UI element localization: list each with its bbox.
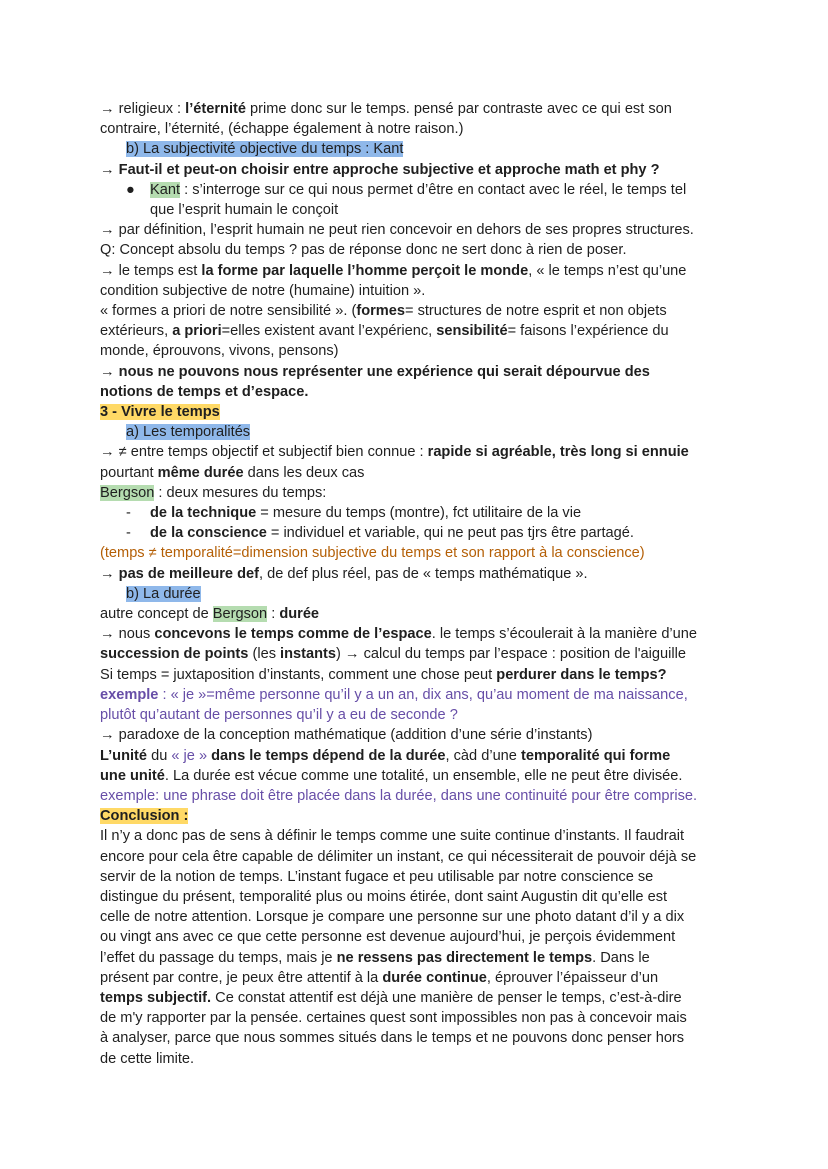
text-line: → le temps est la forme par laquelle l’homme perçoit le monde, « le temps n’est qu’une (100, 262, 687, 279)
section-heading-vivre-le-temps: 3 - Vivre le temps (100, 404, 220, 421)
text-line: de cette limite. (100, 1050, 195, 1067)
text-line: encore pour cela être capable de délimiter un instant, ce qui nécessiterait de pouvoir déjà se (100, 848, 697, 865)
text-line: contraire, l’éternité, (échappe également à notre raison.) (100, 121, 464, 138)
text-line: exemple : « je »=même personne qu’il y a un an, dix ans, qu’au moment de ma naissance, (100, 686, 688, 703)
text-line: servir de la notion de temps. L’instant fugace et peu utilisable par notre conscience se (100, 868, 654, 885)
text-line: exemple: une phrase doit être placée dans la durée, dans une continuité pour être comprise. (100, 787, 698, 804)
question-line: → Faut-il et peut-on choisir entre approche subjective et approche math et phy ? (100, 161, 660, 178)
text-line: plutôt qu’autant de personnes qu’il y a eu de seconde ? (100, 707, 458, 724)
text-line: monde, éprouvons, vivons, pensons) (100, 343, 339, 360)
text-line: → nous ne pouvons nous représenter une expérience qui serait dépourvue des (100, 363, 650, 380)
text-line: que l’esprit humain le conçoit (150, 202, 339, 219)
text-line: notions de temps et d’espace. (100, 383, 309, 400)
text-line: une unité. La durée est vécue comme une totalité, un ensemble, elle ne peut être divisée. (100, 767, 683, 784)
text-line: Bergson : deux mesures du temps: (100, 484, 327, 501)
text-line: autre concept de Bergson : durée (100, 606, 320, 623)
text-line: (temps ≠ temporalité=dimension subjective du temps et son rapport à la conscience) (100, 545, 645, 562)
text-line: → par définition, l’esprit humain ne peut rien concevoir en dehors de ses propres structures. (100, 222, 694, 239)
conclusion-heading: Conclusion : (100, 808, 189, 825)
text-line: → ≠ entre temps objectif et subjectif bien connue : rapide si agréable, très long si ennuie (100, 444, 689, 461)
bullet-icon: ● (126, 181, 135, 198)
name-highlight: Kant (150, 181, 181, 198)
subheading-duree: b) La durée (126, 585, 201, 602)
text-line: présent par contre, je peux être attentif à la durée continue, éprouver l’épaisseur d’un (100, 969, 659, 986)
bullet-item-kant: ● Kant : s’interroge sur ce qui nous permet d’être en contact avec le réel, le temps tel (100, 180, 740, 200)
text-line: → nous concevons le temps comme de l’espace. le temps s’écoulerait à la manière d’une (100, 626, 698, 643)
text-line: extérieurs, a priori=elles existent avant l’expérienc, sensibilité= faisons l’expérience du (100, 323, 669, 340)
text-line: Il n’y a donc pas de sens à définir le temps comme une suite continue d’instants. Il faudrait (100, 828, 685, 845)
text-line: L’unité du « je » dans le temps dépend de la durée, càd d’une temporalité qui forme (100, 747, 671, 764)
dash-marker: - (126, 525, 131, 542)
subheading-subjectivite: b) La subjectivité objective du temps : Kant (126, 141, 404, 158)
text-line: → religieux : l’éternité prime donc sur le temps. pensé par contraste avec ce qui est son (100, 101, 672, 117)
text-line: Q: Concept absolu du temps ? pas de réponse donc ne sert donc à rien de poser. (100, 242, 627, 259)
text-line: pourtant même durée dans les deux cas (100, 464, 365, 481)
text-line: distingue du présent, temporalité plus ou moins étirée, dont saint Augustin dit qu’elle est (100, 888, 668, 905)
dash-marker: - (126, 505, 131, 522)
text-line: l’effet du passage du temps, mais je ne ressens pas directement le temps. Dans le (100, 949, 650, 966)
text-line: Si temps = juxtaposition d’instants, comment une chose peut perdurer dans le temps? (100, 666, 667, 683)
dash-item: - de la technique = mesure du temps (montre), fct utilitaire de la vie (100, 503, 740, 523)
text-line: temps subjectif. Ce constat attentif est déjà une manière de penser le temps, c’est-à-dire (100, 989, 682, 1006)
text-line: → pas de meilleure def, de def plus réel, pas de « temps mathématique ». (100, 565, 588, 582)
text-line: à analyser, parce que nous sommes situés dans le temps et ne pouvons donc penser hors (100, 1030, 685, 1047)
text-line: celle de notre attention. Lorsque je compare une personne sur une photo datant d’il y a dix (100, 909, 685, 926)
dash-item: - de la conscience = individuel et variable, qui ne peut pas tjrs être partagé. (100, 523, 740, 543)
text-line: condition subjective de notre (humaine) intuition ». (100, 282, 426, 299)
text-line: « formes a priori de notre sensibilité ». (formes= structures de notre esprit et non objets (100, 303, 667, 320)
text-line: succession de points (les instants) → calcul du temps par l’espace : position de l'aiguille (100, 646, 686, 663)
name-highlight: Bergson (100, 484, 155, 501)
text-line: ou vingt ans avec ce que cette personne est devenue aujourd’hui, je perçois évidemment (100, 929, 676, 946)
text-line: de m'y rapporter par la pensée. certaines quest sont impossibles non pas à concevoir mais (100, 1010, 687, 1027)
text-line: → paradoxe de la conception mathématique (addition d’une série d’instants) (100, 727, 593, 744)
name-highlight: Bergson (212, 606, 268, 623)
document-body (100, 99, 740, 1069)
subheading-temporalites: a) Les temporalités (126, 424, 251, 441)
